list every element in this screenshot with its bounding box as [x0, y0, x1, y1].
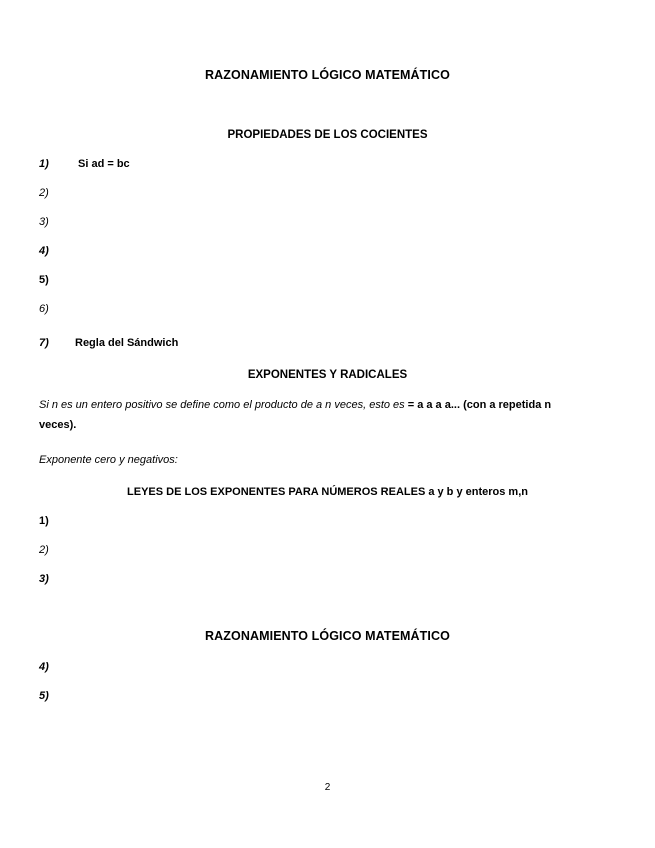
exponent-definition: [39, 395, 619, 435]
quotient-item-2-number: 2): [39, 187, 49, 199]
laws-heading: LEYES DE LOS EXPONENTES PARA NÚMEROS REALES a y b y enteros m,n: [127, 486, 528, 498]
quotient-item-1-number: 1): [39, 158, 49, 170]
quotient-item-4-number: 4): [39, 245, 49, 257]
definition-bold-continuation: veces).: [39, 419, 77, 431]
quotient-item-7-text: Regla del Sándwich: [75, 337, 179, 349]
law-item-5-number: 5): [39, 690, 49, 702]
page-title: RAZONAMIENTO LÓGICO MATEMÁTICO: [205, 68, 450, 82]
quotient-item-7-number: 7): [39, 337, 49, 349]
quotient-item-6-number: 6): [39, 303, 49, 315]
law-item-3-number: 3): [39, 573, 49, 585]
zero-negative-exponent-label: Exponente cero y negativos:: [39, 454, 178, 466]
page-number: 2: [324, 782, 331, 793]
quotient-item-1-text: Si ad = bc: [78, 158, 130, 170]
law-item-4-number: 4): [39, 661, 49, 673]
law-item-1-number: 1): [39, 515, 49, 527]
definition-bold-text: = a a a a... (con a repetida n: [407, 399, 552, 411]
law-item-2-number: 2): [39, 544, 49, 556]
section-heading-exponents: EXPONENTES Y RADICALES: [247, 369, 408, 381]
quotient-item-5-number: 5): [39, 274, 49, 286]
repeat-page-title: RAZONAMIENTO LÓGICO MATEMÁTICO: [205, 629, 450, 643]
section-heading-quotients: PROPIEDADES DE LOS COCIENTES: [227, 129, 428, 141]
quotient-item-3-number: 3): [39, 216, 49, 228]
definition-italic-text: Si n es un entero positivo se define como el producto de a n veces, esto es: [39, 399, 408, 411]
